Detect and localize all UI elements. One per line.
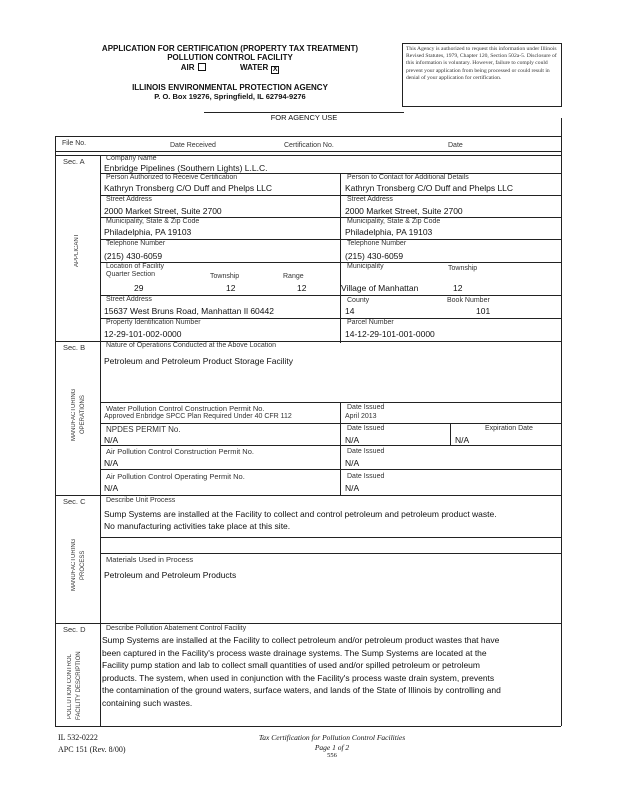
title-line2: POLLUTION CONTROL FACILITY bbox=[167, 53, 293, 62]
person-contact[interactable]: Kathryn Tronsberg C/O Duff and Phelps LLC bbox=[345, 183, 514, 193]
township-label: Township bbox=[210, 273, 240, 280]
person-cert-label: Person Authorized to Receive Certification bbox=[106, 174, 238, 181]
sec-b-label: Sec. B bbox=[63, 343, 86, 352]
describe-process-line2[interactable]: No manufacturing activities take place at this site. bbox=[104, 521, 291, 531]
muni-label-2: Municipality, State & Zip Code bbox=[347, 218, 441, 225]
apo-label: Air Pollution Control Operating Permit No. bbox=[106, 472, 245, 481]
water-checkbox[interactable]: X bbox=[272, 66, 278, 73]
apc-date-label: Date Issued bbox=[347, 448, 385, 455]
muni-2[interactable]: Philadelphia, PA 19103 bbox=[345, 227, 433, 237]
sec-a-label: Sec. A bbox=[63, 157, 85, 166]
form-revision: APC 151 (Rev. 8/00) bbox=[58, 745, 126, 754]
sec-c-label: Sec. C bbox=[63, 497, 86, 506]
quarter[interactable]: 29 bbox=[134, 283, 144, 293]
npdes-exp-label: Expiration Date bbox=[485, 425, 533, 432]
county[interactable]: 14 bbox=[345, 306, 355, 316]
phone-label-2: Telephone Number bbox=[347, 240, 407, 247]
wpc-label: Water Pollution Control Construction Permit No. bbox=[106, 404, 265, 413]
describe-process-label: Describe Unit Process bbox=[106, 497, 176, 504]
phone-label-1: Telephone Number bbox=[106, 240, 166, 247]
person-cert[interactable]: Kathryn Tronsberg C/O Duff and Phelps LLC bbox=[104, 183, 273, 193]
range-label: Range bbox=[283, 273, 304, 280]
wpc-date-label: Date Issued bbox=[347, 404, 385, 411]
nature-label: Nature of Operations Conducted at the Above Location bbox=[106, 342, 277, 349]
county-label: County bbox=[347, 297, 370, 304]
township[interactable]: 12 bbox=[226, 283, 236, 293]
sec-d-label: Sec. D bbox=[63, 625, 86, 634]
air-checkbox[interactable] bbox=[198, 63, 206, 71]
facility-line: the contamination of the ground waters, surface waters, and lands of the State of Illinois by controlling and bbox=[102, 685, 501, 695]
file-no-label: File No. bbox=[62, 140, 87, 147]
wpc[interactable]: Approved Enbridge SPCC Plan Required Under 40 CFR 112 bbox=[104, 413, 292, 420]
street-label-1: Street Address bbox=[106, 196, 152, 203]
materials-label: Materials Used in Process bbox=[106, 555, 194, 564]
date-label: Date bbox=[448, 142, 463, 149]
facility-description[interactable] bbox=[102, 634, 558, 709]
agency-name: ILLINOIS ENVIRONMENTAL PROTECTION AGENCY bbox=[132, 83, 328, 92]
facility-line: Facility pump station and lab to collect small quantities of used and/or spilled petroleum or petroleum bbox=[102, 660, 480, 670]
company-name[interactable]: Enbridge Pipelines (Southern Lights) L.L.C. bbox=[104, 163, 268, 173]
footer-title: Tax Certification for Pollution Control Facilities bbox=[258, 733, 406, 742]
apc[interactable]: N/A bbox=[104, 458, 119, 468]
describe-facility-label: Describe Pollution Abatement Control Facility bbox=[106, 625, 247, 632]
parcel-label: Parcel Number bbox=[347, 319, 394, 326]
street-1[interactable]: 2000 Market Street, Suite 2700 bbox=[104, 206, 222, 216]
township2[interactable]: 12 bbox=[453, 283, 463, 293]
facility-line: containing such wastes. bbox=[102, 697, 193, 708]
municipality-label: Municipality bbox=[347, 263, 384, 270]
page-number: Page 1 of 2 bbox=[314, 743, 350, 752]
facility-line: been captured in the Facility's process waste drainage systems. The Sump Systems are located at the bbox=[102, 647, 487, 658]
range[interactable]: 12 bbox=[297, 283, 307, 293]
facility-line: Sump Systems are installed at the Facility to collect petroleum and/or petroleum product wastes that have bbox=[102, 635, 500, 645]
nature[interactable]: Petroleum and Petroleum Product Storage Facility bbox=[104, 356, 293, 366]
npdes-exp[interactable]: N/A bbox=[455, 435, 470, 445]
npdes-label: NPDES PERMIT No. bbox=[106, 425, 181, 434]
privacy-notice bbox=[402, 43, 562, 107]
apo-date[interactable]: N/A bbox=[345, 483, 360, 493]
phone-2[interactable]: (215) 430-6059 bbox=[345, 251, 404, 261]
npdes-date-label: Date Issued bbox=[347, 425, 385, 432]
person-contact-label: Person to Contact for Additional Details bbox=[347, 174, 469, 181]
sec-d-side-label: POLLUTION CONTROL FACILITY DESCRIPTION bbox=[67, 651, 82, 721]
date-received-label: Date Received bbox=[170, 142, 216, 149]
npdes[interactable]: N/A bbox=[104, 435, 119, 445]
notice-text: This Agency is authorized to request this information under Illinois Revised Statutes, 1979, Chapter 120, Section 502a-5. Disclosure of this information is voluntary. However, failure to comply could prevent your application from being processed or could result in denial of your application for certification. bbox=[406, 46, 557, 81]
street-2[interactable]: 2000 Market Street, Suite 2700 bbox=[345, 206, 463, 216]
phone-1[interactable]: (215) 430-6059 bbox=[104, 251, 163, 261]
muni-1[interactable]: Philadelphia, PA 19103 bbox=[104, 227, 192, 237]
sec-a-side-label: APPLICANT bbox=[74, 233, 80, 267]
township2-label: Township bbox=[448, 265, 478, 272]
parcel[interactable]: 14-12-29-101-001-0000 bbox=[345, 329, 435, 339]
street-label-2: Street Address bbox=[347, 196, 393, 203]
water-label: WATER bbox=[239, 63, 269, 72]
certification-no-label: Certification No. bbox=[284, 142, 334, 149]
property-id[interactable]: 12-29-101-002-0000 bbox=[104, 329, 182, 339]
agency-use-box bbox=[204, 113, 404, 125]
sec-c-side-label: MANUFACTURING PROCESS bbox=[71, 538, 86, 592]
location-label: Location of Facility bbox=[106, 263, 164, 270]
apo-date-label: Date Issued bbox=[347, 473, 385, 480]
footer-code: 556 bbox=[327, 752, 337, 759]
form-number: IL 532-0222 bbox=[58, 733, 98, 742]
agency-address: P. O. Box 19276, Springfield, IL 62794-9276 bbox=[154, 92, 306, 101]
company-name-label: Company Name bbox=[106, 155, 157, 162]
muni-label-1: Municipality, State & Zip Code bbox=[106, 218, 200, 225]
materials[interactable]: Petroleum and Petroleum Products bbox=[104, 570, 237, 580]
book-label: Book Number bbox=[447, 297, 490, 304]
quarter-label: Quarter Section bbox=[106, 271, 156, 278]
describe-process-line1[interactable]: Sump Systems are installed at the Facility to collect and control petroleum and petroleum product waste. bbox=[104, 509, 497, 519]
apo[interactable]: N/A bbox=[104, 483, 119, 493]
form-title bbox=[75, 44, 385, 101]
npdes-date[interactable]: N/A bbox=[345, 435, 360, 445]
fac-street-label: Street Address bbox=[106, 296, 152, 303]
wpc-date[interactable]: April 2013 bbox=[345, 413, 377, 420]
facility-line: products. The system, when used in conjunction with the Facility's process waste drain system, prevents bbox=[102, 672, 495, 683]
municipality[interactable]: Village of Manhattan bbox=[341, 283, 419, 293]
fac-street[interactable]: 15637 West Bruns Road, Manhattan Il 60442 bbox=[104, 306, 274, 316]
air-label: AIR bbox=[180, 63, 195, 72]
apc-label: Air Pollution Control Construction Permit No. bbox=[106, 447, 254, 456]
agency-use-title: FOR AGENCY USE bbox=[270, 113, 338, 122]
title-line1: APPLICATION FOR CERTIFICATION (PROPERTY TAX TREATMENT) bbox=[101, 44, 359, 53]
sec-b-side-label: MANUFACTURING OPERATIONS bbox=[71, 388, 86, 442]
property-id-label: Property Identification Number bbox=[106, 319, 201, 326]
apc-date[interactable]: N/A bbox=[345, 458, 360, 468]
book[interactable]: 101 bbox=[476, 306, 491, 316]
